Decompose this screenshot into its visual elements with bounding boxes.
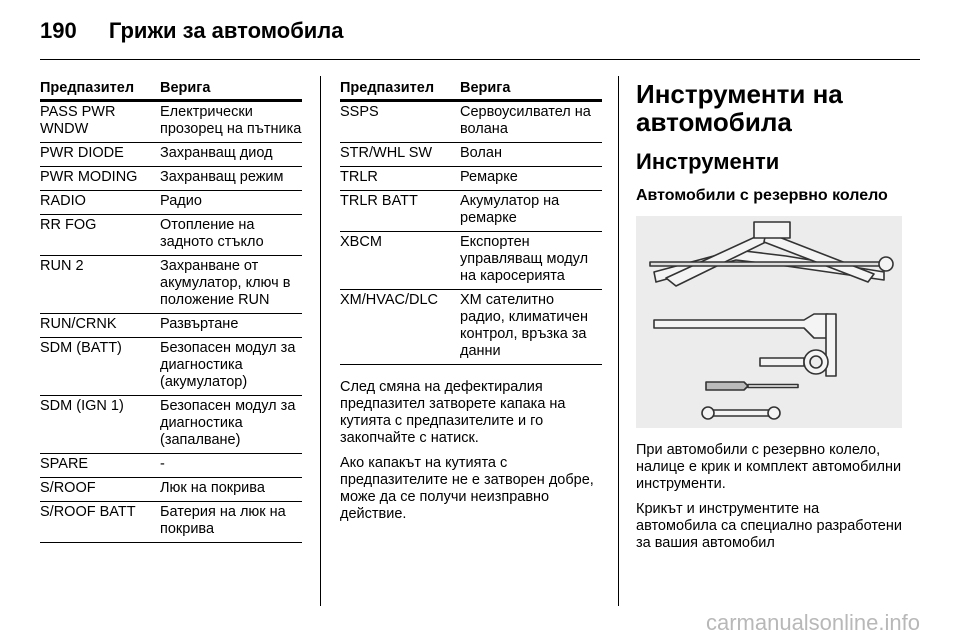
wheel-wrench [654, 314, 828, 338]
fuse-name: SDM (BATT) [40, 338, 160, 396]
watermark: carmanualsonline.info [705, 610, 920, 635]
table-row [40, 454, 302, 478]
subsubsection-title: Автомобили с резервно колело [636, 187, 888, 204]
fuse-name: RADIO [40, 191, 160, 215]
fuse-name: SSPS [340, 101, 460, 143]
column-header-circuit: Верига [460, 80, 602, 101]
table-row [40, 338, 302, 396]
table-row [40, 256, 302, 314]
fuse-name: PASS PWR WNDW [40, 101, 160, 143]
column-header-fuse: Предпазител [340, 80, 460, 101]
table-row [340, 143, 602, 167]
circuit-name: Люк на покрива [160, 478, 302, 502]
table-row [40, 478, 302, 502]
table-row [340, 232, 602, 290]
circuit-name: Радио [160, 191, 302, 215]
towing-eye-shaft [760, 358, 804, 366]
table-row [40, 396, 302, 454]
fuse-name: XM/HVAC/DLC [340, 290, 460, 365]
circuit-name: Захранващ режим [160, 167, 302, 191]
circuit-name: Волан [460, 143, 602, 167]
table-row [340, 191, 602, 232]
paragraph-tools-designed: Крикът и инструментите на автомобила са специално разработени за вашия автомобил [636, 501, 902, 551]
right-column [636, 80, 902, 560]
wheel-bolt-adapter [710, 410, 770, 416]
circuit-name: Захранващ диод [160, 143, 302, 167]
fuse-name: RUN 2 [40, 256, 160, 314]
page-title: Грижи за автомобила [108, 18, 344, 43]
page-header [40, 18, 344, 44]
paragraph-cover-warning: Ако капакът на кутията с предпазителите не е затворен добре, може да се получи неизправно действие. [340, 455, 594, 522]
circuit-name: Безопасен модул за диагностика (запалване) [160, 396, 302, 454]
jack-screw-eye [879, 257, 893, 271]
header-rule [40, 59, 920, 60]
tools-illustration [636, 216, 902, 428]
subsection-title: Инструменти [636, 149, 780, 174]
table-row [40, 215, 302, 256]
circuit-name: - [160, 454, 302, 478]
column-header-circuit: Верига [160, 80, 302, 101]
circuit-name: Захранване от акумулатор, ключ в положение RUN [160, 256, 302, 314]
paragraph-close-cover: След смяна на дефектиралия предпазител затворете капака на кутията с предпазителите и го закопчайте с натиск. [340, 379, 566, 446]
circuit-name: Сервоусилвател на волана [460, 101, 602, 143]
fuse-name: RUN/CRNK [40, 314, 160, 338]
fuse-name: S/ROOF BATT [40, 502, 160, 543]
circuit-name: XM сателитно радио, климатичен контрол, връзка за данни [460, 290, 602, 365]
fuse-name: TRLR [340, 167, 460, 191]
table-row [40, 167, 302, 191]
column-header-fuse: Предпазител [40, 80, 160, 101]
circuit-name: Безопасен модул за диагностика (акумулатор) [160, 338, 302, 396]
fuse-name: TRLR BATT [340, 191, 460, 232]
table-row [40, 101, 302, 143]
left-column [40, 80, 302, 543]
paragraph-spare-wheel: При автомобили с резервно колело, налице е крик и комплект автомобилни инструменти. [636, 442, 902, 492]
table-row [40, 314, 302, 338]
circuit-name: Батерия на люк на покрива [160, 502, 302, 543]
screwdriver-shaft [748, 385, 798, 388]
table-row [340, 101, 602, 143]
middle-column [340, 80, 602, 531]
circuit-name: Развъртане [160, 314, 302, 338]
screwdriver-handle [706, 382, 748, 390]
table-header-row [340, 80, 602, 101]
page-number: 190 [40, 18, 77, 43]
table-header-row [40, 80, 302, 101]
fuse-name: RR FOG [40, 215, 160, 256]
table-row [40, 143, 302, 167]
fuse-name: SPARE [40, 454, 160, 478]
circuit-name: Експортен управляващ модул на каросерията [460, 232, 602, 290]
jack-screw [650, 262, 886, 266]
circuit-name: Акумулатор на ремарке [460, 191, 602, 232]
fuse-name: STR/WHL SW [340, 143, 460, 167]
fuse-name: S/ROOF [40, 478, 160, 502]
table-row [340, 290, 602, 365]
table-row [340, 167, 602, 191]
table-row [40, 502, 302, 543]
fuse-name: SDM (IGN 1) [40, 396, 160, 454]
column-divider-1 [320, 76, 321, 606]
fuse-table-left [40, 80, 302, 543]
circuit-name: Електрически прозорец на пътника [160, 101, 302, 143]
fuse-name: XBCM [340, 232, 460, 290]
jack-and-tools-drawing [636, 216, 902, 428]
section-title: Инструменти на автомобила [636, 79, 843, 137]
fuse-table-right [340, 80, 602, 365]
circuit-name: Ремарке [460, 167, 602, 191]
jack-top-saddle [754, 222, 790, 238]
circuit-name: Отопление на задното стъкло [160, 215, 302, 256]
table-row [40, 191, 302, 215]
fuse-name: PWR MODING [40, 167, 160, 191]
fuse-name: PWR DIODE [40, 143, 160, 167]
column-divider-2 [618, 76, 619, 606]
